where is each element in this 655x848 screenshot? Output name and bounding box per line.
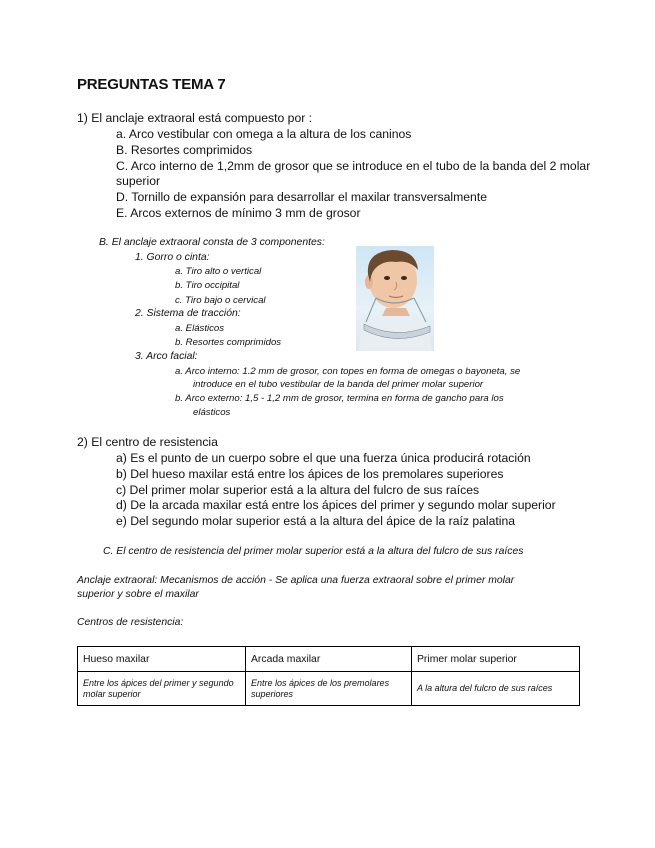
mechanism-text: Anclaje extraoral: Mecanismos de acción - Se aplica una fuerza extraoral sobre el primer molar [77,575,515,586]
page-title: PREGUNTAS TEMA 7 [77,76,226,93]
answer-2: C. El centro de resistencia del primer molar superior está a la altura del fulcro de sus raíces [103,546,524,557]
q1-option-c: C. Arco interno de 1,2mm de grosor que se introduce en el tubo de la banda del 2 molar [116,159,591,173]
component-3-item: a. Arco interno: 1.2 mm de grosor, con topes en forma de omegas o bayoneta, se [175,366,521,377]
q2-option-a: a) Es el punto de un cuerpo sobre el que una fuerza única producirá rotación [116,451,531,465]
table-row [78,672,580,706]
mechanism-text-cont: superior y sobre el maxilar [77,589,199,600]
q2-option-e: e) Del segundo molar superior está a la altura del ápice de la raíz palatina [116,514,516,528]
component-3-label: 3. Arco facial: [135,351,198,362]
q2-option-c: c) Del primer molar superior está a la altura del fulcro de sus raíces [116,483,480,497]
table-cell: Entre los ápices del primer y segundo molar superior [78,672,246,706]
table-header-cell: Hueso maxilar [78,647,246,672]
component-1-item: a. Tiro alto o vertical [175,266,262,277]
component-1-label: 1. Gorro o cinta: [135,252,210,263]
q2-option-d: d) De la arcada maxilar está entre los ápices del primer y segundo molar superior [116,498,556,512]
centers-table [77,646,580,706]
component-3-item-cont: introduce en el tubo vestibular de la banda del primer molar superior [193,379,484,390]
q2-option-b: b) Del hueso maxilar está entre los ápices de los premolares superiores [116,467,504,481]
question-2: 2) El centro de resistencia [77,435,218,449]
table-header-cell: Arcada maxilar [246,647,412,672]
component-1-item: b. Tiro occipital [175,280,240,291]
answer-1-intro: B. El anclaje extraoral consta de 3 componentes: [99,237,325,248]
q1-option-a: a. Arco vestibular con omega a la altura de los caninos [116,127,412,141]
table-header-cell: Primer molar superior [412,647,580,672]
table-header-row [78,647,580,672]
component-2-label: 2. Sistema de tracción: [135,308,241,319]
headgear-illustration [356,246,434,351]
component-3-item-cont: elásticos [193,407,231,418]
component-1-item: c. Tiro bajo o cervical [175,295,266,306]
table-cell: Entre los ápices de los premolares superiores [246,672,412,706]
child-headgear-drawing [356,246,434,351]
q1-option-e: E. Arcos externos de mínimo 3 mm de grosor [116,206,361,220]
component-2-item: a. Elásticos [175,323,225,334]
q1-option-b: B. Resortes comprimidos [116,143,253,157]
question-1: 1) El anclaje extraoral está compuesto por : [77,111,313,125]
component-3-item: b. Arco externo: 1,5 - 1,2 mm de grosor, termina en forma de gancho para los [175,393,504,404]
component-2-item: b. Resortes comprimidos [175,337,282,348]
centers-label: Centros de resistencia: [77,617,184,628]
q1-option-c-cont: superior [116,174,161,188]
q1-option-d: D. Tornillo de expansión para desarrollar el maxilar transversalmente [116,190,487,204]
table-cell: A la altura del fulcro de sus raíces [412,672,580,706]
